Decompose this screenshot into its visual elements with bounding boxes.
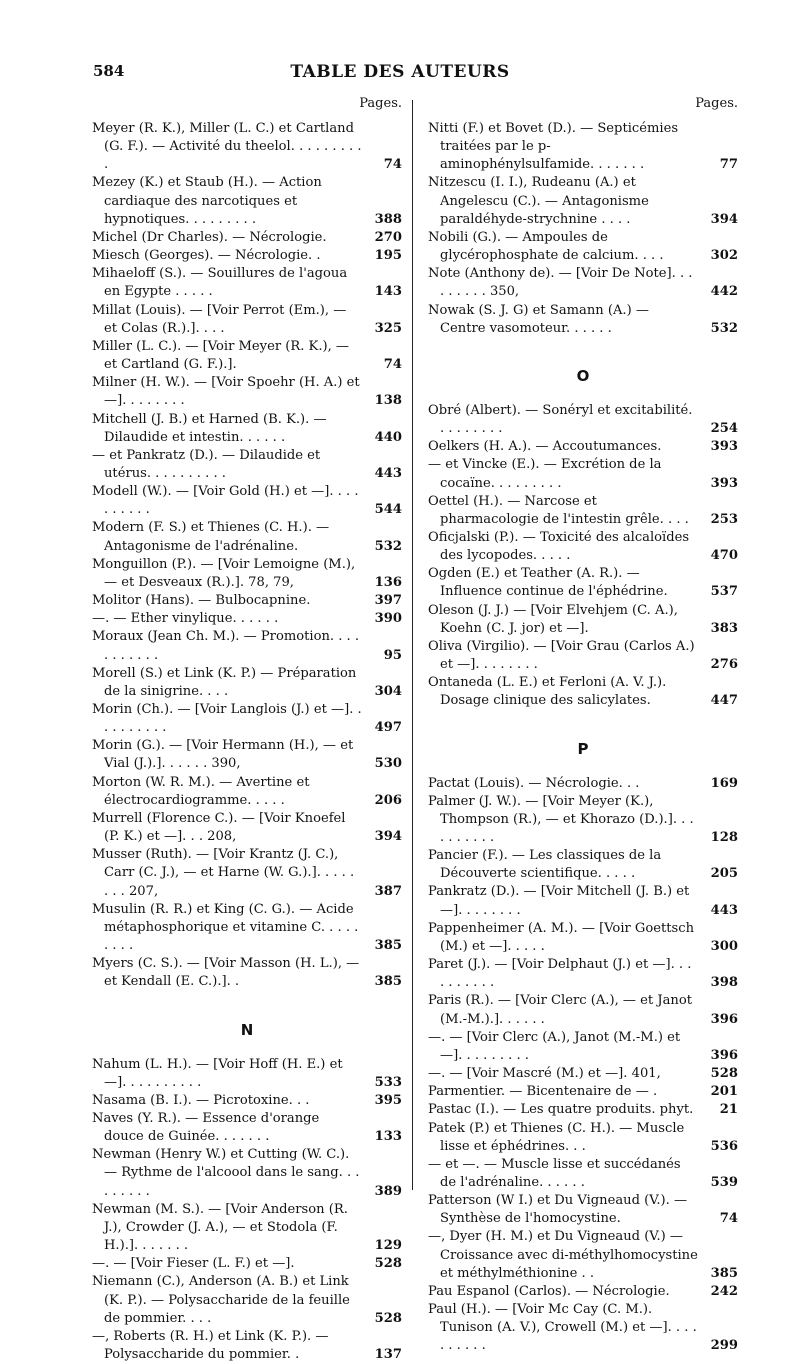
entry-page-number: 528: [375, 1310, 402, 1328]
index-entry: [428, 847, 738, 883]
entry-page-number: 304: [375, 683, 402, 701]
entry-text: Newman (M. S.). — [Voir Anderson (R. J.), Crowder (J. A.), — et Stodola (F. H.).]. . . . . . .: [92, 1202, 348, 1253]
index-entry: [92, 265, 402, 301]
entry-page-number: 143: [375, 283, 402, 301]
entry-text: Meyer (R. K.), Miller (L. C.) et Cartland (G. F.). — Activité du theelol. . . . . . . . . .: [92, 121, 362, 172]
entry-text: —. — Ether vinylique. . . . . .: [92, 611, 278, 626]
entry-text: Niemann (C.), Anderson (A. B.) et Link (K. P.). — Polysaccharide de la feuille de pommier. . . .: [92, 1274, 350, 1325]
entry-text: Pau Espanol (Carlos). — Nécrologie.: [428, 1284, 670, 1299]
entry-page-number: 136: [375, 574, 402, 592]
entry-page-number: 396: [711, 1047, 738, 1065]
index-entry: [428, 438, 738, 456]
entry-text: Morin (G.). — [Voir Hermann (H.), — et Vial (J.).]. . . . . . 390,: [92, 738, 353, 771]
entry-page-number: 253: [711, 511, 738, 529]
right-column: [428, 95, 738, 1356]
entry-text: —. — [Voir Fieser (L. F.) et —].: [92, 1256, 295, 1271]
index-entry: [428, 1120, 738, 1156]
entry-text: Pancier (F.). — Les classiques de la Découverte scientifique. . . . .: [428, 848, 661, 881]
entry-text: Palmer (J. W.). — [Voir Meyer (K.), Thompson (R.), — et Khorazo (D.).]. . . . . . . . . .: [428, 794, 694, 845]
index-entry: [428, 229, 738, 265]
entry-page-number: 395: [375, 1092, 402, 1110]
entry-text: Nasama (B. I.). — Picrotoxine. . .: [92, 1093, 309, 1108]
entry-text: Morton (W. R. M.). — Avertine et électrocardiogramme. . . . .: [92, 775, 309, 808]
entry-text: Ontaneda (L. E.) et Ferloni (A. V. J.). Dosage clinique des salicylates.: [428, 675, 666, 708]
entry-text: —, Dyer (H. M.) et Du Vigneaud (V.) — Croissance avec di-méthylhomocystine et méthylméthionine . .: [428, 1229, 698, 1280]
entry-text: Morin (Ch.). — [Voir Langlois (J.) et —]. . . . . . . . . .: [92, 702, 362, 735]
entry-text: Paret (J.). — [Voir Delphaut (J.) et —]. . . . . . . . . .: [428, 957, 691, 990]
index-entry: [428, 793, 738, 847]
index-entry: [92, 810, 402, 846]
entry-page-number: 537: [711, 583, 738, 601]
index-entry: [92, 1110, 402, 1146]
entry-page-number: 528: [375, 1255, 402, 1273]
index-entry: [92, 411, 402, 447]
index-entry: [428, 302, 738, 338]
entry-page-number: 396: [711, 1011, 738, 1029]
entry-group-o: [428, 402, 738, 711]
entry-group-n: [92, 1056, 402, 1364]
entry-text: — et Vincke (E.). — Excrétion de la cocaïne. . . . . . . . .: [428, 457, 661, 490]
entry-page-number: 536: [711, 1138, 738, 1156]
entry-page-number: 470: [711, 547, 738, 565]
entry-text: Nitti (F.) et Bovet (D.). — Septicémies traitées par le p-aminophénylsulfamide. . . . . . .: [428, 121, 678, 172]
entry-text: Millat (Louis). — [Voir Perrot (Em.), — et Colas (R.).]. . . .: [92, 303, 346, 336]
index-entry: [92, 1273, 402, 1327]
entry-page-number: 138: [375, 392, 402, 410]
entry-page-number: 299: [711, 1337, 738, 1355]
index-entry: [92, 338, 402, 374]
index-entry: [428, 920, 738, 956]
entry-page-number: 385: [711, 1265, 738, 1283]
pages-label: Pages.: [428, 95, 738, 120]
entry-text: Pappenheimer (A. M.). — [Voir Goettsch (M.) et —]. . . . .: [428, 921, 694, 954]
index-entry: [92, 701, 402, 737]
entry-page-number: 74: [384, 156, 402, 174]
entry-text: Paul (H.). — [Voir Mc Cay (C. M.). Tunison (A. V.), Crowell (M.) et —]. . . . . . . . . .: [428, 1302, 697, 1353]
entry-text: Nobili (G.). — Ampoules de glycérophosphate de calcium. . . .: [428, 230, 664, 263]
entry-page-number: 394: [711, 211, 738, 229]
index-entry: [428, 265, 738, 301]
entry-page-number: 530: [375, 755, 402, 773]
entry-text: Pastac (I.). — Les quatre produits. phyt.: [428, 1102, 693, 1117]
entry-group-p: [428, 775, 738, 1356]
entry-text: Molitor (Hans). — Bulbocapnine.: [92, 593, 310, 608]
entry-text: Paris (R.). — [Voir Clerc (A.), — et Janot (M.-M.).]. . . . . .: [428, 993, 692, 1026]
entry-page-number: 383: [711, 620, 738, 638]
entry-text: Modern (F. S.) et Thienes (C. H.). — Antagonisme de l'adrénaline.: [92, 520, 329, 553]
entry-page-number: 276: [711, 656, 738, 674]
index-entry: [428, 1065, 738, 1083]
entry-text: Moraux (Jean Ch. M.). — Promotion. . . . . . . . . . .: [92, 629, 359, 662]
entry-text: Morell (S.) et Link (K. P.) — Préparation de la sinigrine. . . .: [92, 666, 356, 699]
index-entry: [428, 638, 738, 674]
entry-text: Murrell (Florence C.). — [Voir Knoefel (P. K.) et —]. . . 208,: [92, 811, 345, 844]
index-entry: [92, 1201, 402, 1255]
entry-page-number: 388: [375, 211, 402, 229]
entry-page-number: 242: [711, 1283, 738, 1301]
index-entry: [92, 374, 402, 410]
index-entry: [428, 1029, 738, 1065]
entry-text: Musser (Ruth). — [Voir Krantz (J. C.), Carr (C. J.), — et Harne (W. G.).]. . . . . . . . 207,: [92, 847, 354, 898]
index-entry: [92, 229, 402, 247]
entry-text: Mihaeloff (S.). — Souillures de l'agoua en Egypte . . . . .: [92, 266, 347, 299]
index-entry: [428, 956, 738, 992]
page-number: 584: [93, 62, 124, 80]
entry-text: Oliva (Virgilio). — [Voir Grau (Carlos A.) et —]. . . . . . . .: [428, 639, 695, 672]
entry-page-number: 302: [711, 247, 738, 265]
entry-page-number: 325: [375, 320, 402, 338]
entry-page-number: 443: [711, 902, 738, 920]
column-divider: [412, 100, 413, 1190]
index-entry: [92, 519, 402, 555]
entry-page-number: 393: [711, 438, 738, 456]
entry-text: Pactat (Louis). — Nécrologie. . .: [428, 776, 639, 791]
entry-text: Nahum (L. H.). — [Voir Hoff (H. E.) et —]. . . . . . . . . .: [92, 1057, 343, 1090]
entry-page-number: 447: [711, 692, 738, 710]
entry-page-number: 95: [384, 647, 402, 665]
entry-text: Newman (Henry W.) et Cutting (W. C.). — Rythme de l'alcoool dans le sang. . . . . . . . .: [92, 1147, 359, 1198]
entry-text: Oelkers (H. A.). — Accoutumances.: [428, 439, 661, 454]
running-title: TABLE DES AUTEURS: [0, 62, 800, 82]
entry-text: Miesch (Georges). — Nécrologie. .: [92, 248, 321, 263]
entry-page-number: 394: [375, 828, 402, 846]
entry-page-number: 398: [711, 974, 738, 992]
entry-page-number: 195: [375, 247, 402, 265]
index-entry: [92, 901, 402, 955]
entry-page-number: 393: [711, 475, 738, 493]
entry-page-number: 544: [375, 501, 402, 519]
index-entry: [92, 592, 402, 610]
entry-page-number: 205: [711, 865, 738, 883]
entry-page-number: 206: [375, 792, 402, 810]
index-entry: [428, 120, 738, 174]
entry-page-number: 390: [375, 610, 402, 628]
entry-page-number: 133: [375, 1128, 402, 1146]
entry-text: Modell (W.). — [Voir Gold (H.) et —]. . . . . . . . . .: [92, 484, 358, 517]
entry-text: Nitzescu (I. I.), Rudeanu (A.) et Angelescu (C.). — Antagonisme paraldéhyde-strychnine . . . .: [428, 175, 649, 226]
entry-text: Patek (P.) et Thienes (C. H.). — Muscle lisse et éphédrines. . .: [428, 1121, 684, 1154]
entry-page-number: 539: [711, 1174, 738, 1192]
index-entry: [92, 483, 402, 519]
entry-text: Naves (Y. R.). — Essence d'orange douce de Guinée. . . . . . .: [92, 1111, 319, 1144]
entry-text: — et —. — Muscle lisse et succédanés de l'adrénaline. . . . . .: [428, 1157, 681, 1190]
entry-page-number: 385: [375, 973, 402, 991]
entry-page-number: 389: [375, 1183, 402, 1201]
index-entry: [428, 1156, 738, 1192]
index-entry: [428, 493, 738, 529]
index-entry: [428, 1101, 738, 1119]
index-entry: [92, 774, 402, 810]
entry-page-number: 497: [375, 719, 402, 737]
index-entry: [428, 883, 738, 919]
entry-page-number: 387: [375, 883, 402, 901]
entry-text: Patterson (W I.) et Du Vigneaud (V.). — Synthèse de l'homocystine.: [428, 1193, 687, 1226]
index-entry: [92, 737, 402, 773]
letter-heading-n: N: [92, 1008, 402, 1052]
index-entry: [428, 456, 738, 492]
entry-page-number: 74: [720, 1210, 738, 1228]
left-column: [92, 95, 402, 1364]
index-entry: [428, 174, 738, 228]
entry-page-number: 137: [375, 1346, 402, 1364]
entry-text: —, Roberts (R. H.) et Link (K. P.). — Polysaccharide du pommier. .: [92, 1329, 328, 1362]
entry-text: Myers (C. S.). — [Voir Masson (H. L.), — et Kendall (E. C.).]. .: [92, 956, 359, 989]
entry-text: Mitchell (J. B.) et Harned (B. K.). — Dilaudide et intestin. . . . . .: [92, 412, 327, 445]
index-entry: [92, 247, 402, 265]
index-entry: [428, 1192, 738, 1228]
entry-text: — et Pankratz (D.). — Dilaudide et utérus. . . . . . . . . .: [92, 448, 320, 481]
entry-page-number: 254: [711, 420, 738, 438]
entry-page-number: 169: [711, 775, 738, 793]
letter-heading-o: O: [428, 354, 738, 398]
entry-text: Ogden (E.) et Teather (A. R.). — Influence continue de l'éphédrine.: [428, 566, 668, 599]
entry-text: Oettel (H.). — Narcose et pharmacologie de l'intestin grêle. . . .: [428, 494, 689, 527]
entry-text: Musulin (R. R.) et King (C. G.). — Acide métaphosphorique et vitamine C. . . . . . . . .: [92, 902, 358, 953]
entry-text: Michel (Dr Charles). — Nécrologie.: [92, 230, 327, 245]
index-entry: [92, 1146, 402, 1200]
index-entry: [92, 556, 402, 592]
index-entry: [428, 602, 738, 638]
entry-page-number: 533: [375, 1074, 402, 1092]
entry-group-n2: [428, 120, 738, 338]
index-entry: [92, 610, 402, 628]
entry-text: Pankratz (D.). — [Voir Mitchell (J. B.) et —]. . . . . . . .: [428, 884, 689, 917]
index-entry: [92, 302, 402, 338]
entry-text: —. — [Voir Mascré (M.) et —]. 401,: [428, 1066, 661, 1081]
entry-text: Oficjalski (P.). — Toxicité des alcaloïdes des lycopodes. . . . .: [428, 530, 689, 563]
entry-text: Mezey (K.) et Staub (H.). — Action cardiaque des narcotiques et hypnotiques. . . . . . . . .: [92, 175, 322, 226]
entry-text: —. — [Voir Clerc (A.), Janot (M.-M.) et —]. . . . . . . . .: [428, 1030, 680, 1063]
index-entry: [92, 955, 402, 991]
entry-page-number: 443: [375, 465, 402, 483]
index-entry: [92, 1255, 402, 1273]
entry-page-number: 385: [375, 937, 402, 955]
index-entry: [92, 120, 402, 174]
index-entry: [428, 1301, 738, 1355]
entry-text: Note (Anthony de). — [Voir De Note]. . . . . . . . . 350,: [428, 266, 692, 299]
entry-text: Oleson (J. J.) — [Voir Elvehjem (C. A.), Koehn (C. J. jor) et —].: [428, 603, 678, 636]
entry-text: Obré (Albert). — Sonéryl et excitabilité. . . . . . . . .: [428, 403, 692, 436]
letter-heading-p: P: [428, 727, 738, 771]
index-entry: [428, 1083, 738, 1101]
entry-text: Miller (L. C.). — [Voir Meyer (R. K.), — et Cartland (G. F.).].: [92, 339, 349, 372]
index-entry: [92, 846, 402, 900]
pages-label: Pages.: [92, 95, 402, 120]
index-entry: [92, 174, 402, 228]
entry-text: Milner (H. W.). — [Voir Spoehr (H. A.) et —]. . . . . . . .: [92, 375, 360, 408]
entry-page-number: 74: [384, 356, 402, 374]
index-entry: [428, 992, 738, 1028]
entry-page-number: 129: [375, 1237, 402, 1255]
entry-page-number: 528: [711, 1065, 738, 1083]
index-entry: [428, 674, 738, 710]
entry-text: Monguillon (P.). — [Voir Lemoigne (M.), — et Desveaux (R.).]. 78, 79,: [92, 557, 355, 590]
entry-text: Nowak (S. J. G) et Samann (A.) — Centre vasomoteur. . . . . .: [428, 303, 649, 336]
entry-text: Parmentier. — Bicentenaire de — .: [428, 1084, 657, 1099]
entry-page-number: 128: [711, 829, 738, 847]
entry-page-number: 442: [711, 283, 738, 301]
entry-page-number: 21: [720, 1101, 738, 1119]
index-entry: [428, 529, 738, 565]
entry-page-number: 201: [711, 1083, 738, 1101]
index-entry: [92, 628, 402, 664]
entry-page-number: 77: [720, 156, 738, 174]
entry-page-number: 270: [375, 229, 402, 247]
entry-page-number: 397: [375, 592, 402, 610]
index-entry: [92, 447, 402, 483]
index-entry: [428, 775, 738, 793]
entry-page-number: 532: [711, 320, 738, 338]
index-entry: [428, 1283, 738, 1301]
index-entry: [428, 565, 738, 601]
index-entry: [428, 402, 738, 438]
index-entry: [92, 1056, 402, 1092]
entry-page-number: 300: [711, 938, 738, 956]
index-entry: [92, 1092, 402, 1110]
index-entry: [428, 1228, 738, 1282]
entry-page-number: 532: [375, 538, 402, 556]
entry-page-number: 440: [375, 429, 402, 447]
entry-group-m: [92, 120, 402, 992]
index-entry: [92, 1328, 402, 1364]
index-entry: [92, 665, 402, 701]
